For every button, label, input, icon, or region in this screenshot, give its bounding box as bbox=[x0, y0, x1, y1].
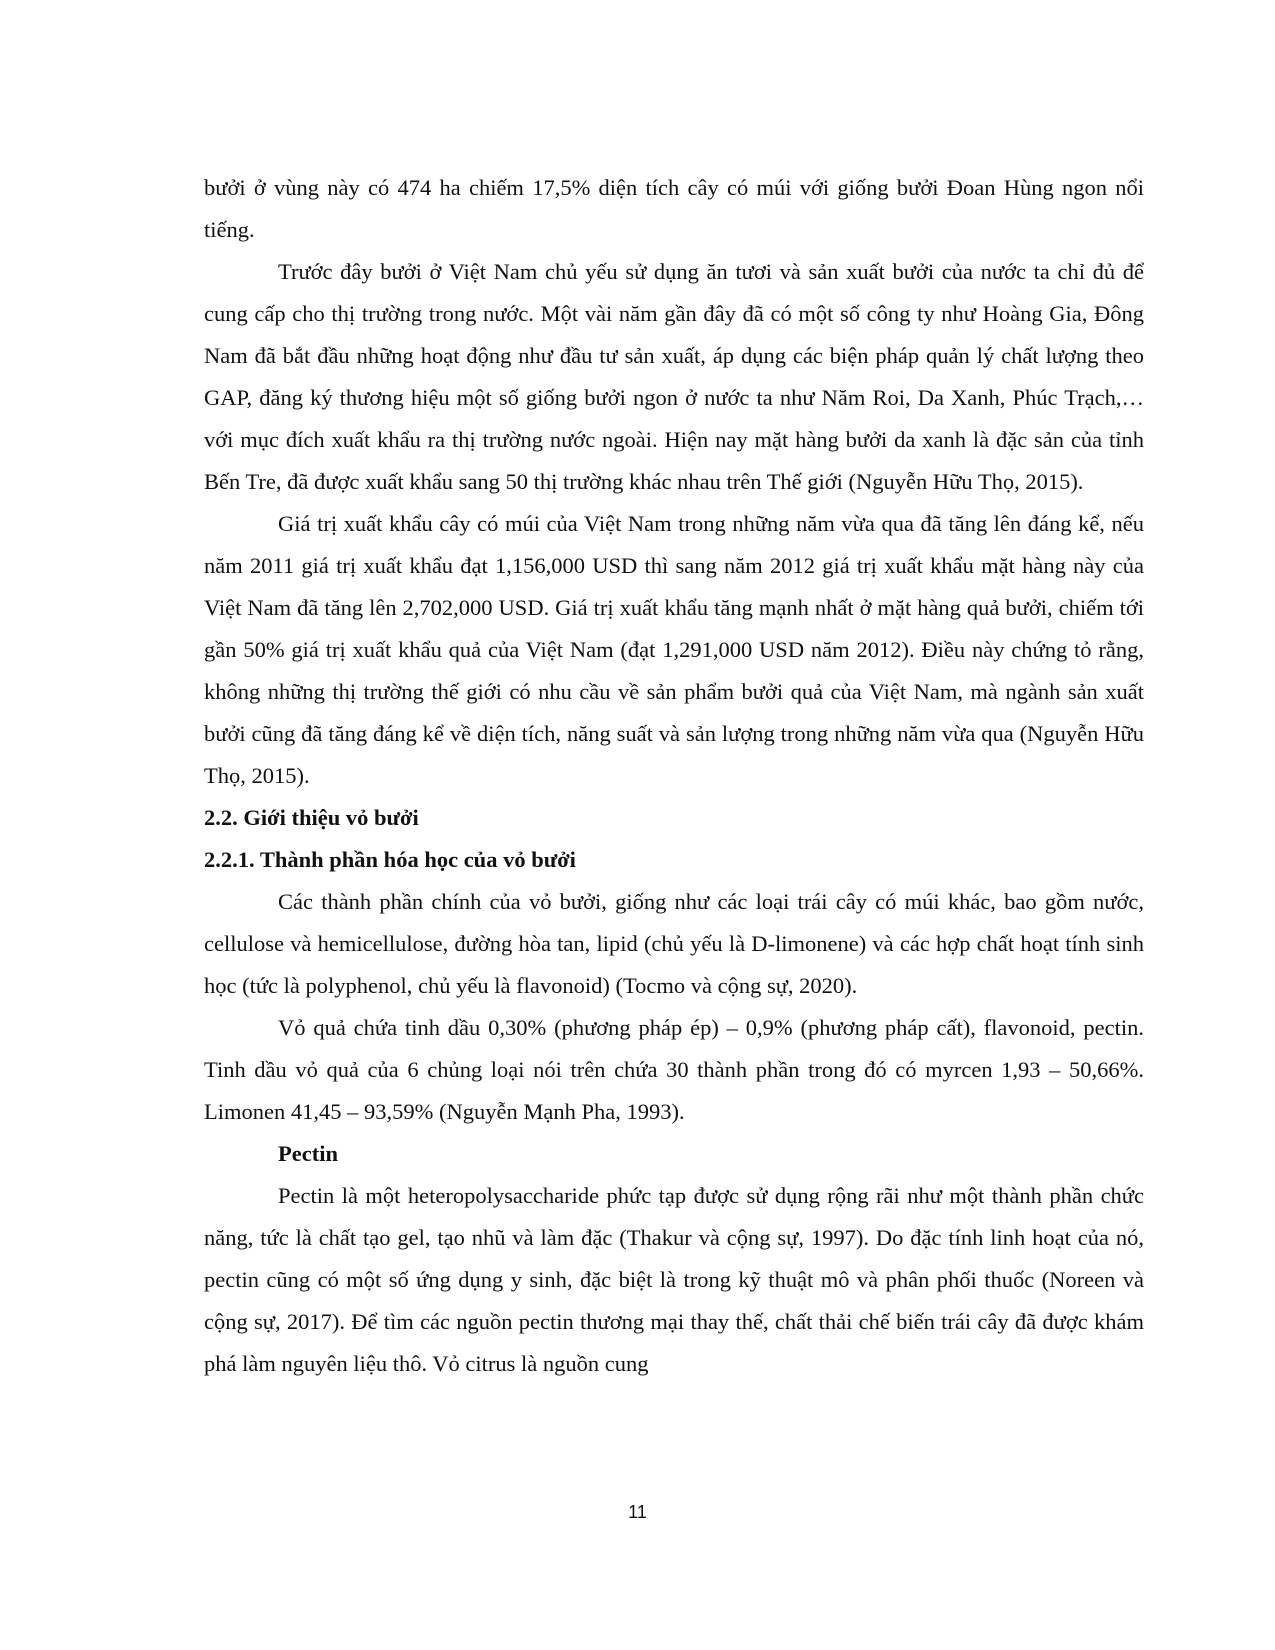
subsection-heading: 2.2.1. Thành phần hóa học của vỏ bưởi bbox=[204, 847, 576, 872]
paragraph-export-history: Trước đây bưởi ở Việt Nam chủ yếu sử dụng ăn tươi và sản xuất bưởi của nước ta chỉ đủ để cung cấp cho thị trường trong nước. Một vài năm gần đây đã có một số công ty như Hoàng Gia, Đông Nam đã bắt đầu những hoạt động như đầu tư sản xuất, áp dụng các biện pháp quản lý chất lượng theo GAP, đăng ký thương hiệu một số giống bưởi ngon ở nước ta như Năm Roi, Da Xanh, Phúc Trạch,… với mục đích xuất khẩu ra thị trường nước ngoài. Hiện nay mặt hàng bưởi da xanh là đặc sản của tỉnh Bến Tre, đã được xuất khẩu sang 50 thị trường khác nhau trên Thế giới (Nguyễn Hữu Thọ, 2015). bbox=[204, 259, 1144, 494]
page-body bbox=[204, 167, 1144, 1385]
paragraph-peel-composition: Các thành phần chính của vỏ bưởi, giống như các loại trái cây có múi khác, bao gồm nước, cellulose và hemicellulose, đường hòa tan, lipid (chủ yếu là D-limonene) và các hợp chất hoạt tính sinh học (tức là polyphenol, chủ yếu là flavonoid) (Tocmo và cộng sự, 2020). bbox=[204, 889, 1144, 998]
paragraph-essential-oil: Vỏ quả chứa tinh dầu 0,30% (phương pháp ép) – 0,9% (phương pháp cất), flavonoid, pectin. Tinh dầu vỏ quả của 6 chủng loại nói trên chứa 30 thành phần trong đó có myrcen 1,93 – 50,66%. Limonen 41,45 – 93,59% (Nguyễn Mạnh Pha, 1993). bbox=[204, 1015, 1144, 1124]
page-number: 11 bbox=[628, 1502, 647, 1522]
paragraph-export-value: Giá trị xuất khẩu cây có múi của Việt Nam trong những năm vừa qua đã tăng lên đáng kể, nếu năm 2011 giá trị xuất khẩu đạt 1,156,000 USD thì sang năm 2012 giá trị xuất khẩu mặt hàng này của Việt Nam đã tăng lên 2,702,000 USD. Giá trị xuất khẩu tăng mạnh nhất ở mặt hàng quả bưởi, chiếm tới gần 50% giá trị xuất khẩu quả của Việt Nam (đạt 1,291,000 USD năm 2012). Điều này chứng tỏ rằng, không những thị trường thế giới có nhu cầu về sản phẩm bưởi quả của Việt Nam, mà ngành sản xuất bưởi cũng đã tăng đáng kể về diện tích, năng suất và sản lượng trong những năm vừa qua (Nguyễn Hữu Thọ, 2015). bbox=[204, 511, 1144, 788]
paragraph-pectin: Pectin là một heteropolysaccharide phức tạp được sử dụng rộng rãi như một thành phần chức năng, tức là chất tạo gel, tạo nhũ và làm đặc (Thakur và cộng sự, 1997). Do đặc tính linh hoạt của nó, pectin cũng có một số ứng dụng y sinh, đặc biệt là trong kỹ thuật mô và phân phối thuốc (Noreen và cộng sự, 2017). Để tìm các nguồn pectin thương mại thay thế, chất thải chế biến trái cây đã được khám phá làm nguyên liệu thô. Vỏ citrus là nguồn cung bbox=[204, 1183, 1144, 1376]
pectin-heading: Pectin bbox=[278, 1141, 338, 1166]
section-heading: 2.2. Giới thiệu vỏ bưởi bbox=[204, 805, 419, 830]
paragraph-continued: bưởi ở vùng này có 474 ha chiếm 17,5% diện tích cây có múi với giống bưởi Đoan Hùng ngon nổi tiếng. bbox=[204, 175, 1144, 242]
